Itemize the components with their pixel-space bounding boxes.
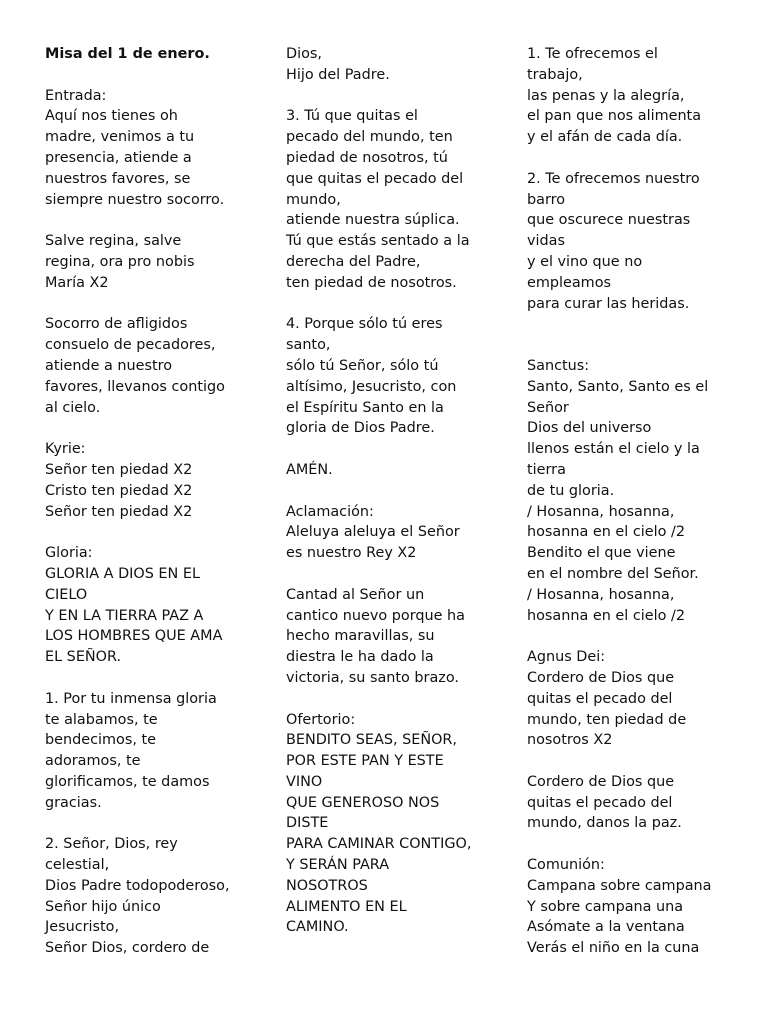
text-line: 2. Te ofrecemos nuestro [527,170,700,187]
blank-line [527,834,763,855]
text-line: Dios Padre todopoderoso, [45,877,230,894]
text-line: presencia, atiende a [45,149,192,166]
text-line: LOS HOMBRES QUE AMA [45,628,223,645]
text-line: Kyrie: [45,441,86,458]
text-line: BENDITO SEAS, SEÑOR, [286,732,457,749]
text-line: Señor ten piedad X2 [45,461,193,478]
text-line: que oscurece nuestras [527,212,691,229]
text-line: llenos están el cielo y la [527,441,700,458]
text-line: Aclamación: [286,503,374,520]
text-line: santo, [286,337,331,354]
text-line: AMÉN. [286,461,333,478]
text-line: Y EN LA TIERRA PAZ A [45,607,204,624]
blank-line [527,335,763,356]
text-line: Cantad al Señor un [286,586,425,603]
text-line: quitas el pecado del [527,690,673,707]
text-line: nosotros X2 [527,732,613,749]
text-line: / Hosanna, hosanna, [527,503,675,520]
text-line: mundo, ten piedad de [527,711,687,728]
text-line: VINO [286,773,323,790]
text-line: Verás el niño en la cuna [527,940,700,957]
text-line: Gloria: [45,545,93,562]
text-line: gracias. [45,794,102,811]
text-line: Aleluya aleluya el Señor [286,524,460,541]
text-line: Aquí nos tienes oh [45,108,178,125]
blank-line [45,65,281,86]
blank-line [45,522,281,543]
text-line: ten piedad de nosotros. [286,274,457,291]
text-line: María X2 [45,274,109,291]
blank-line [45,418,281,439]
text-line: Asómate a la ventana [527,919,685,936]
text-line: Tú que estás sentado a la [286,233,470,250]
text-line: atiende a nuestro [45,357,173,374]
blank-line [527,751,763,772]
text-line: Señor [527,399,569,416]
text-line: Bendito el que viene [527,545,676,562]
text-line: Cristo ten piedad X2 [45,482,193,499]
text-line: Salve regina, salve [45,233,182,250]
text-line: Sanctus: [527,357,590,374]
text-line: cantico nuevo porque ha [286,607,465,624]
text-line: nuestros favores, se [45,170,191,187]
text-line: el pan que nos alimenta [527,108,702,125]
text-line: trabajo, [527,66,583,83]
blank-line [527,148,763,169]
blank-line [286,564,522,585]
text-line: Señor ten piedad X2 [45,503,193,520]
text-column-1 [45,44,281,959]
text-line: Entrada: [45,87,107,104]
text-line: empleamos [527,274,611,291]
text-line: ALIMENTO EN EL [286,898,407,915]
text-line: Campana sobre campana [527,877,712,894]
text-line: Santo, Santo, Santo es el [527,378,709,395]
text-line: victoria, su santo brazo. [286,669,459,686]
text-line: mundo, [286,191,341,208]
blank-line [286,689,522,710]
text-line: Cordero de Dios que [527,773,675,790]
text-line: y el afán de cada día. [527,129,683,146]
text-line: en el nombre del Señor. [527,565,699,582]
text-line: hosanna en el cielo /2 [527,607,685,624]
text-line: Comunión: [527,857,605,874]
text-line: celestial, [45,857,110,874]
blank-line [45,210,281,231]
text-line: Señor Dios, cordero de [45,940,210,957]
text-line: 1. Por tu inmensa gloria [45,690,217,707]
blank-line [286,86,522,107]
text-column-2 [286,44,522,938]
text-line: vidas [527,233,565,250]
text-line: piedad de nosotros, tú [286,149,448,166]
text-line: EL SEÑOR. [45,649,122,666]
text-line: Ofertorio: [286,711,356,728]
text-line: que quitas el pecado del [286,170,464,187]
text-line: regina, ora pro nobis [45,253,195,270]
text-line: tierra [527,461,566,478]
text-line: para curar las heridas. [527,295,690,312]
text-line: consuelo de pecadores, [45,337,216,354]
text-line: el Espíritu Santo en la [286,399,444,416]
text-line: atiende nuestra súplica. [286,212,460,229]
blank-line [45,668,281,689]
text-line: Hijo del Padre. [286,66,390,83]
blank-line [286,439,522,460]
text-line: de tu gloria. [527,482,615,499]
text-line: Dios del universo [527,420,652,437]
text-line: siempre nuestro socorro. [45,191,225,208]
document-title: Misa del 1 de enero. [45,46,210,62]
text-line: gloria de Dios Padre. [286,420,435,437]
text-line: POR ESTE PAN Y ESTE [286,753,444,770]
text-line: quitas el pecado del [527,794,673,811]
text-line: Y SERÁN PARA [286,857,390,874]
blank-line [527,626,763,647]
text-line: diestra le ha dado la [286,649,434,666]
text-line: Señor hijo único [45,898,161,915]
text-line: Jesucristo, [45,919,120,936]
text-line: 3. Tú que quitas el [286,108,418,125]
text-line: CAMINO. [286,919,349,936]
text-line: altísimo, Jesucristo, con [286,378,457,395]
blank-line [45,813,281,834]
text-line: favores, llevanos contigo [45,378,225,395]
text-line: QUE GENEROSO NOS [286,794,440,811]
text-line: adoramos, te [45,753,141,770]
text-line: PARA CAMINAR CONTIGO, [286,836,472,853]
blank-line [286,294,522,315]
text-line: sólo tú Señor, sólo tú [286,357,439,374]
text-line: las penas y la alegría, [527,87,685,104]
text-line: 4. Porque sólo tú eres [286,316,443,333]
text-line: es nuestro Rey X2 [286,545,417,562]
text-line: Cordero de Dios que [527,669,675,686]
blank-line [45,294,281,315]
text-line: te alabamos, te [45,711,158,728]
text-line: hosanna en el cielo /2 [527,524,685,541]
text-line: Agnus Dei: [527,649,606,666]
text-line: pecado del mundo, ten [286,129,453,146]
text-line: derecha del Padre, [286,253,421,270]
text-line: mundo, danos la paz. [527,815,682,832]
text-column-3 [527,44,763,959]
text-line: madre, venimos a tu [45,129,195,146]
text-line: y el vino que no [527,253,643,270]
text-line: 2. Señor, Dios, rey [45,836,178,853]
text-line: Y sobre campana una [527,898,684,915]
text-line: barro [527,191,566,208]
text-line: Dios, [286,46,322,62]
text-line: NOSOTROS [286,877,368,894]
text-line: CIELO [45,586,88,603]
text-line: DISTE [286,815,329,832]
text-line: Socorro de afligidos [45,316,188,333]
text-line: GLORIA A DIOS EN EL [45,565,200,582]
text-line: al cielo. [45,399,101,416]
text-line: glorificamos, te damos [45,773,210,790]
blank-line [527,314,763,335]
blank-line [286,481,522,502]
text-line: bendecimos, te [45,732,156,749]
text-line: hecho maravillas, su [286,628,435,645]
text-line: / Hosanna, hosanna, [527,586,675,603]
text-line: 1. Te ofrecemos el [527,46,658,62]
